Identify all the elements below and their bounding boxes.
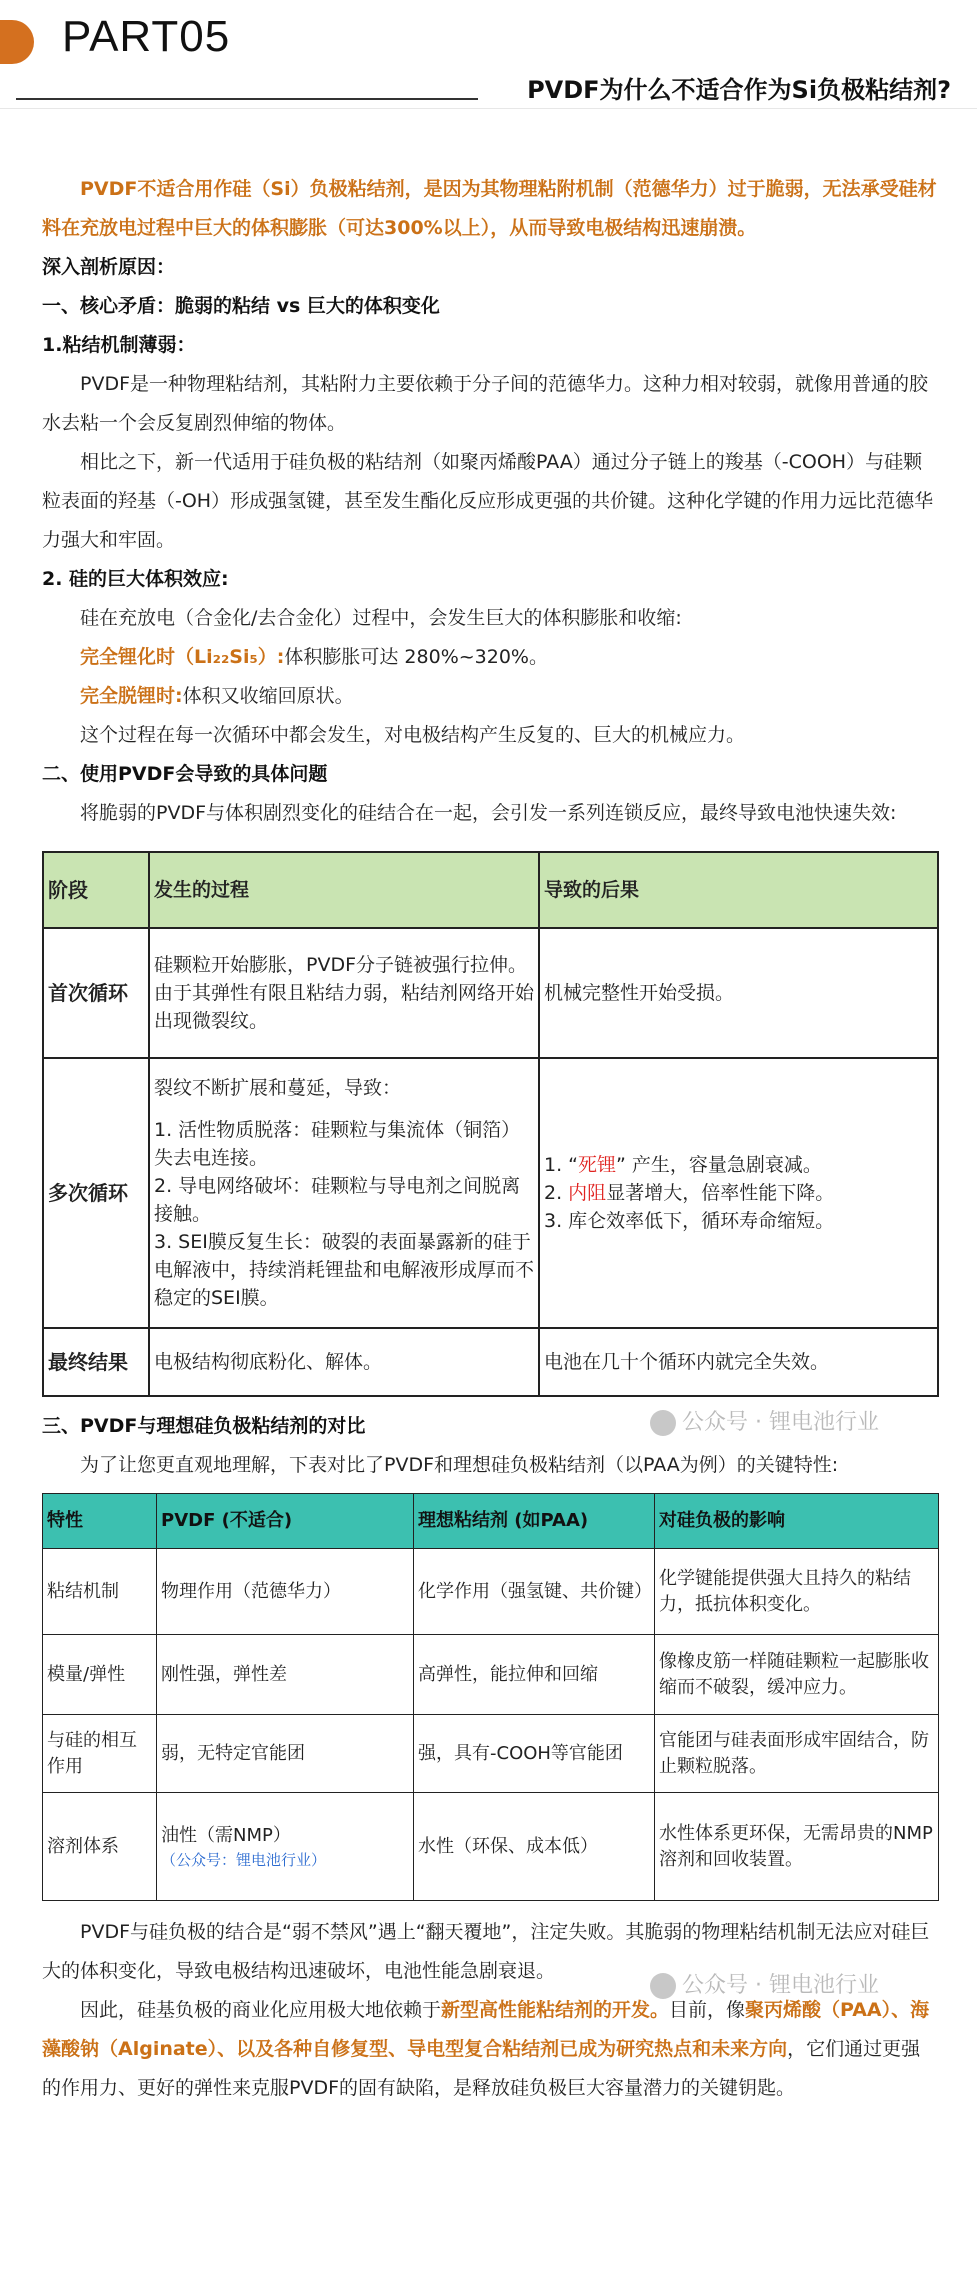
table-cell: 弱，无特定官能团 <box>157 1715 414 1793</box>
cell-note: （公众号：锂电池行业） <box>161 1850 327 1869</box>
header <box>0 0 977 110</box>
delithiation-line <box>42 677 939 716</box>
intro-paragraph: PVDF不适合用作硅（Si）负极粘结剂，是因为其物理粘附机制（范德华力）过于脆弱，无法承受硅材料在充放电过程中巨大的体积膨胀（可达300%以上），从而导致电极结构迅速崩溃。 <box>42 178 937 239</box>
header-divider <box>16 98 478 100</box>
section-3-p1: 为了让您更直观地理解，下表对比了PVDF和理想硅负极粘结剂（以PAA为例）的关键特性: <box>80 1454 839 1476</box>
process-item: 2. 导电网络破坏：硅颗粒与导电剂之间脱离接触。 <box>154 1175 521 1225</box>
table-row <box>43 928 938 1058</box>
table-cell: 模量/弹性 <box>43 1635 157 1715</box>
table-cell: 粘结机制 <box>43 1549 157 1635</box>
section-2-title: 二、使用PVDF会导致的具体问题 <box>42 763 328 785</box>
table-header-cell: 发生的过程 <box>149 852 539 928</box>
table-cell: 机械完整性开始受损。 <box>539 928 938 1058</box>
lithiation-line <box>42 638 939 677</box>
table-cell <box>149 1058 539 1328</box>
conclusion-p2: 因此，硅基负极的商业化应用极大地依赖于新型高性能粘结剂的开发。目前，像聚丙烯酸（PAA）、海藻酸钠（Alginate）、以及各种自修复型、导电型复合粘结剂已成为研究热点和未来方向，它们通过更强的作用力、更好的弹性来克服PVDF的固有缺陷，是释放硅负极巨大容量潜力的关键钥匙。 <box>42 1999 930 2099</box>
table-cell: 刚性强，弹性差 <box>157 1635 414 1715</box>
section-1-p2: 相比之下，新一代适用于硅负极的粘结剂（如聚丙烯酸PAA）通过分子链上的羧基（-COOH）与硅颗粒表面的羟基（-OH）形成强氢键，甚至发生酯化反应形成更强的共价键。这种化学键的作用力远比范德华力强大和牢固。 <box>42 451 934 551</box>
table-row <box>43 1715 939 1793</box>
section-deep-heading: 深入剖析原因： <box>42 256 176 278</box>
table-cell: 电池在几十个循环内就完全失效。 <box>539 1328 938 1396</box>
process-item: 3. SEI膜反复生长：破裂的表面暴露新的硅于电解液中，持续消耗锂盐和电解液形成厚而不稳定的SEI膜。 <box>154 1231 535 1309</box>
table-cell: 水性（环保、成本低） <box>414 1793 655 1901</box>
delithiation-label: 完全脱锂时: <box>80 685 183 707</box>
process-item: 1. 活性物质脱落：硅颗粒与集流体（铜箔）失去电连接。 <box>154 1119 521 1169</box>
table-cell: 水性体系更环保，无需昂贵的NMP溶剂和回收装置。 <box>655 1793 939 1901</box>
table-cell: 物理作用（范德华力） <box>157 1549 414 1635</box>
page-subtitle: PVDF为什么不适合作为Si负极粘结剂? <box>527 76 951 104</box>
table-header-cell: 特性 <box>43 1494 157 1549</box>
table-cell: 电极结构彻底粉化、解体。 <box>149 1328 539 1396</box>
conclusion-p1: PVDF与硅负极的结合是“弱不禁风”遇上“翻天覆地”，注定失败。其脆弱的物理粘结机制无法应对硅巨大的体积变化，导致电极结构迅速破坏，电池性能急剧衰退。 <box>42 1921 930 1982</box>
table-cell: 与硅的相互作用 <box>43 1715 157 1793</box>
table-cell <box>539 1058 938 1328</box>
table-cell <box>157 1793 414 1901</box>
table-header-cell: PVDF (不适合) <box>157 1494 414 1549</box>
lithiation-label: 完全锂化时（Li₂₂Si₅）: <box>80 646 285 668</box>
binder-comparison-table <box>42 1493 939 1901</box>
section-1-sub1: 1.粘结机制薄弱： <box>42 334 196 356</box>
table-cell: 化学键能提供强大且持久的粘结力，抵抗体积变化。 <box>655 1549 939 1635</box>
table-cell: 溶剂体系 <box>43 1793 157 1901</box>
table-row <box>43 1793 939 1901</box>
section-1-sub2: 2. 硅的巨大体积效应: <box>42 568 229 590</box>
article-body <box>42 170 939 2108</box>
watermark: 公众号 · 锂电池行业 <box>650 1968 879 1999</box>
section-1-p3: 硅在充放电（合金化/去合金化）过程中，会发生巨大的体积膨胀和收缩: <box>80 607 682 629</box>
result-item: 3. 库仑效率低下，循环寿命缩短。 <box>544 1210 835 1232</box>
table-cell: 化学作用（强氢键、共价键） <box>414 1549 655 1635</box>
watermark: 公众号 · 锂电池行业 <box>650 1405 879 1436</box>
table-cell: 最终结果 <box>43 1328 149 1396</box>
table-cell: 多次循环 <box>43 1058 149 1328</box>
table-cell: 高弹性，能拉伸和回缩 <box>414 1635 655 1715</box>
section-1-p1: PVDF是一种物理粘结剂，其粘附力主要依赖于分子间的范德华力。这种力相对较弱，就像用普通的胶水去粘一个会反复剧烈伸缩的物体。 <box>42 373 929 434</box>
table-header-cell: 阶段 <box>43 852 149 928</box>
delithiation-text: 体积又收缩回原状。 <box>182 685 354 707</box>
table-cell: 强，具有-COOH等官能团 <box>414 1715 655 1793</box>
table-row <box>43 1549 939 1635</box>
table-header-cell: 理想粘结剂 (如PAA) <box>414 1494 655 1549</box>
result-item: 2. 内阻显著增大，倍率性能下降。 <box>544 1182 835 1204</box>
header-bottom-line <box>0 108 977 109</box>
section-2-p1: 将脆弱的PVDF与体积剧烈变化的硅结合在一起，会引发一系列连锁反应，最终导致电池快速失效: <box>80 802 897 824</box>
section-3-title: 三、PVDF与理想硅负极粘结剂的对比 <box>42 1415 366 1437</box>
table-row <box>43 1058 938 1328</box>
table-row <box>43 1328 938 1396</box>
table-header-cell: 对硅负极的影响 <box>655 1494 939 1549</box>
table-row <box>43 1635 939 1715</box>
table-cell: 官能团与硅表面形成牢固结合，防止颗粒脱落。 <box>655 1715 939 1793</box>
part-title: PART05 <box>62 12 231 61</box>
table-cell: 首次循环 <box>43 928 149 1058</box>
cell-text: 油性（需NMP） <box>161 1824 291 1846</box>
result-item: 1. “死锂” 产生，容量急剧衰减。 <box>544 1154 822 1176</box>
table-cell: 像橡皮筋一样随硅颗粒一起膨胀收缩而不破裂，缓冲应力。 <box>655 1635 939 1715</box>
table-header-row <box>43 1494 939 1549</box>
failure-stages-table <box>42 851 939 1397</box>
lithiation-text: 体积膨胀可达 280%~320%。 <box>284 646 548 668</box>
table-header-row <box>43 852 938 928</box>
section-1-p4: 这个过程在每一次循环中都会发生，对电极结构产生反复的、巨大的机械应力。 <box>80 724 746 746</box>
table-cell: 硅颗粒开始膨胀，PVDF分子链被强行拉伸。由于其弹性有限且粘结力弱，粘结剂网络开始出现微裂纹。 <box>149 928 539 1058</box>
section-1-title: 一、核心矛盾：脆弱的粘结 vs 巨大的体积变化 <box>42 295 440 317</box>
header-half-circle-icon <box>0 20 34 64</box>
process-intro: 裂纹不断扩展和蔓延，导致： <box>154 1077 402 1099</box>
table-header-cell: 导致的后果 <box>539 852 938 928</box>
